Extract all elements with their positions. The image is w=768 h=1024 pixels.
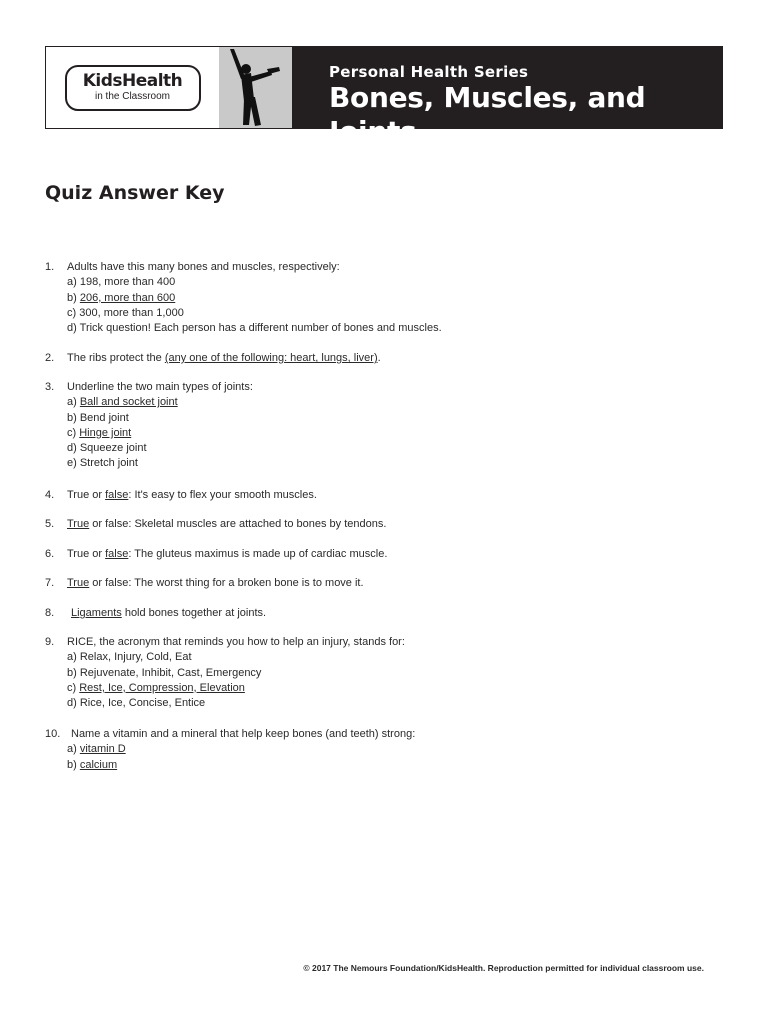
logo-sub-text: in the Classroom: [94, 91, 171, 102]
question-number: 9.: [45, 636, 55, 648]
option-a: a) vitamin D: [67, 743, 126, 756]
question-number: 7.: [45, 577, 55, 589]
cartwheel-photo: [219, 47, 292, 128]
kidshealth-logo: [65, 65, 201, 111]
logo-main-text: KidsHealth: [82, 71, 183, 91]
option-a: a) Relax, Injury, Cold, Eat: [67, 651, 192, 664]
question-text: RICE, the acronym that reminds you how to help an injury, stands for:: [67, 636, 405, 648]
question-text: Name a vitamin and a mineral that help keep bones (and teeth) strong:: [71, 728, 416, 740]
answer-underlined: Ball and socket joint: [79, 396, 178, 409]
question-8: 8. Ligaments hold bones together at joints.: [45, 606, 725, 621]
question-text: Adults have this many bones and muscles, respectively:: [67, 261, 340, 273]
option-d: d) Trick question! Each person has a different number of bones and muscles.: [67, 322, 442, 335]
logo-area: [46, 47, 219, 128]
answer-underlined: vitamin D: [79, 743, 126, 756]
series-label: Personal Health Series: [329, 63, 529, 81]
question-4: 4. True or false: It's easy to flex your smooth muscles.: [45, 488, 725, 503]
question-number: 3.: [45, 381, 55, 393]
question-5: 5. True or false: Skeletal muscles are attached to bones by tendons.: [45, 517, 725, 532]
option-d: d) Squeeze joint: [67, 442, 147, 455]
option-b: b) Rejuvenate, Inhibit, Cast, Emergency: [67, 666, 262, 679]
answer-underlined: True: [67, 518, 90, 530]
option-b: b) Bend joint: [67, 411, 129, 424]
question-number: 8.: [45, 607, 55, 619]
cartwheel-figure-icon: [219, 47, 292, 128]
quiz-heading: Quiz Answer Key: [45, 182, 225, 204]
answer-underlined: Hinge joint: [79, 426, 132, 439]
option-a: a) 198, more than 400: [67, 276, 176, 289]
answer-underlined: calcium: [79, 758, 118, 771]
question-9: [45, 635, 725, 711]
question-text: Underline the two main types of joints:: [67, 381, 253, 393]
option-b: b) 206, more than 600: [67, 291, 176, 304]
question-10: [45, 727, 725, 773]
question-2: 2. The ribs protect the (any one of the following: heart, lungs, liver).: [45, 351, 725, 366]
option-d: d) Rice, Ice, Concise, Entice: [67, 697, 206, 710]
question-3: [45, 380, 725, 472]
answer-underlined: 206, more than 600: [79, 291, 176, 304]
question-number: 2.: [45, 352, 55, 364]
option-b: b) calcium: [67, 758, 118, 771]
answer-underlined: True: [67, 577, 90, 589]
option-e: e) Stretch joint: [67, 457, 138, 470]
option-c: c) Rest, Ice, Compression, Elevation: [67, 681, 245, 694]
question-number: 6.: [45, 548, 55, 560]
question-number: 5.: [45, 518, 55, 530]
answer-underlined: Rest, Ice, Compression, Elevation: [79, 681, 245, 694]
question-number: 4.: [45, 489, 55, 501]
question-number: 1.: [45, 261, 55, 273]
answer-underlined: (any one of the following: heart, lungs, liver): [164, 352, 378, 364]
header-banner: [45, 46, 723, 148]
question-6: 6. True or false: The gluteus maximus is made up of cardiac muscle.: [45, 547, 725, 562]
question-number: 10.: [45, 728, 61, 740]
answer-underlined: Ligaments: [71, 607, 122, 619]
page-title: Bones, Muscles, and Joints: [329, 81, 646, 148]
copyright-footer: © 2017 The Nemours Foundation/KidsHealth. Reproduction permitted for individual classroom use.: [303, 963, 704, 973]
option-c: c) 300, more than 1,000: [67, 306, 184, 319]
title-area: [292, 47, 722, 148]
question-1: [45, 260, 725, 336]
answer-underlined: false: [105, 489, 129, 501]
question-7: 7. True or false: The worst thing for a broken bone is to move it.: [45, 576, 725, 591]
option-a: a) Ball and socket joint: [67, 396, 178, 409]
answer-underlined: false: [105, 548, 129, 560]
option-c: c) Hinge joint: [67, 426, 132, 439]
